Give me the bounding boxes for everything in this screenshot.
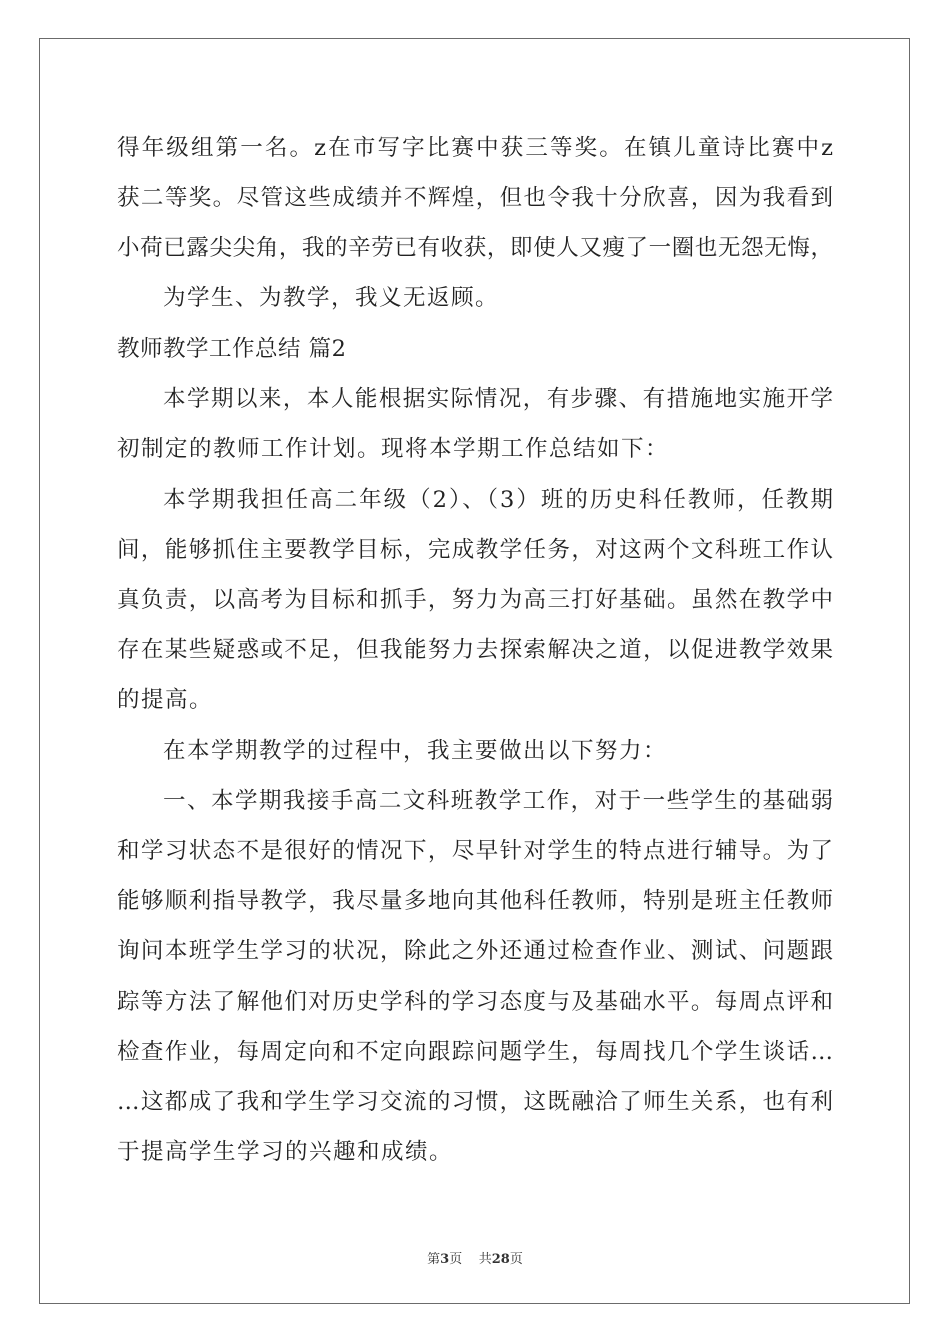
paragraph-line: 踪等方法了解他们对历史学科的学习态度与及基础水平。每周点评和 xyxy=(117,989,833,1015)
page-prefix: 第 xyxy=(427,1252,441,1267)
paragraph-line: 询问本班学生学习的状况，除此之外还通过检查作业、测试、问题跟 xyxy=(117,938,833,964)
paragraph-line: 间，能够抓住主要教学目标，完成教学任务，对这两个文科班工作认 xyxy=(117,537,833,563)
total-suffix: 页 xyxy=(509,1252,523,1267)
paragraph-line: 能够顺利指导教学，我尽量多地向其他科任教师，特别是班主任教师 xyxy=(117,888,833,914)
paragraph-line: 的提高。 xyxy=(117,687,214,713)
paragraph-line: 一、本学期我接手高二文科班教学工作，对于一些学生的基础弱 xyxy=(163,788,833,814)
paragraph-line: 本学期以来，本人能根据实际情况，有步骤、有措施地实施开学 xyxy=(163,386,833,412)
page-footer xyxy=(0,1248,950,1267)
paragraph-line: 检查作业，每周定向和不定向跟踪问题学生，每周找几个学生谈话… xyxy=(117,1039,833,1065)
paragraph-line: 初制定的教师工作计划。现将本学期工作总结如下： xyxy=(117,436,670,462)
paragraph-line: 在本学期教学的过程中，我主要做出以下努力： xyxy=(163,738,668,764)
paragraph-line: 本学期我担任高二年级（2）、（3）班的历史科任教师，任教期 xyxy=(163,487,833,513)
page-number: 3 xyxy=(440,1252,450,1267)
paragraph-line: 为学生、为教学，我义无返顾。 xyxy=(163,285,500,311)
paragraph-line: 获二等奖。尽管这些成绩并不辉煌，但也令我十分欣喜，因为我看到 xyxy=(117,185,833,211)
paragraph-line: 于提高学生学习的兴趣和成绩。 xyxy=(117,1139,454,1165)
paragraph-line: 小荷已露尖尖角，我的辛劳已有收获，即使人又瘦了一圈也无怨无悔， xyxy=(117,235,833,261)
paragraph-line: 和学习状态不是很好的情况下，尽早针对学生的特点进行辅导。为了 xyxy=(117,838,833,864)
total-prefix: 共 xyxy=(478,1252,492,1267)
paragraph-line: 存在某些疑惑或不足，但我能努力去探索解决之道，以促进教学效果 xyxy=(117,637,833,663)
total-pages: 28 xyxy=(491,1252,510,1267)
paragraph-line: 得年级组第一名。z在市写字比赛中获三等奖。在镇儿童诗比赛中z xyxy=(117,135,833,161)
section-heading: 教师教学工作总结 篇2 xyxy=(117,336,347,362)
page-suffix: 页 xyxy=(449,1252,463,1267)
paragraph-line: 真负责，以高考为目标和抓手，努力为高三打好基础。虽然在教学中 xyxy=(117,587,833,613)
paragraph-line: …这都成了我和学生学习交流的习惯，这既融洽了师生关系，也有利 xyxy=(117,1089,833,1115)
